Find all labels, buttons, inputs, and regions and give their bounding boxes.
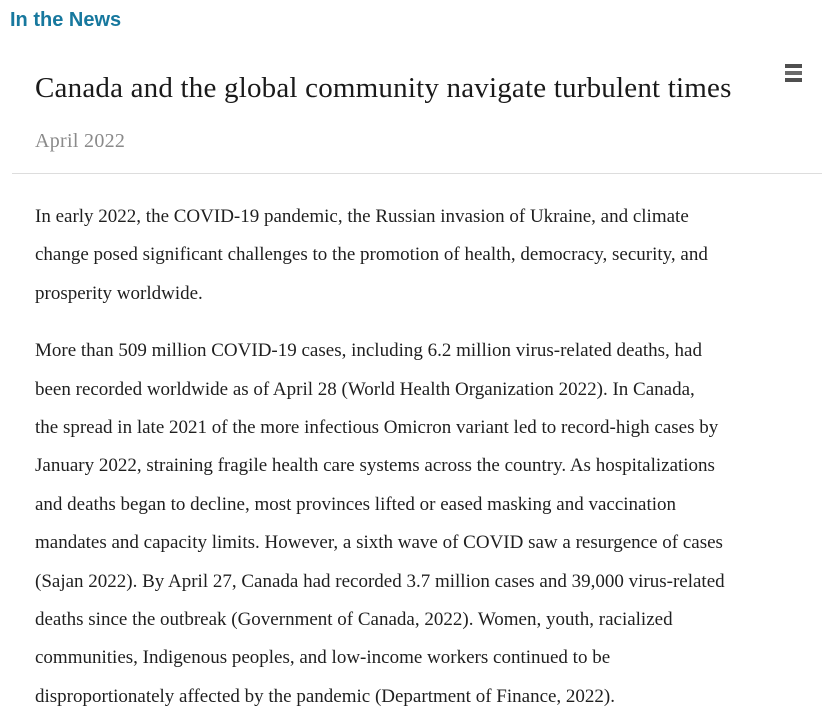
page-title: Canada and the global community navigate turbulent times: [35, 72, 732, 104]
text-line: the spread in late 2021 of the more infectious Omicron variant led to record-high cases by: [35, 417, 719, 439]
menu-button[interactable]: [785, 62, 804, 83]
hamburger-bar: [785, 78, 802, 82]
section-label[interactable]: In the News: [10, 9, 122, 31]
text-line: More than 509 million COVID-19 cases, including 6.2 million virus-related deaths, had: [35, 340, 702, 362]
text-line: (Sajan 2022). By April 27, Canada had recorded 3.7 million cases and 39,000 virus-related: [35, 570, 725, 592]
text-line: In early 2022, the COVID-19 pandemic, the Russian invasion of Ukraine, and climate: [35, 206, 689, 227]
text-line: mandates and capacity limits. However, a sixth wave of COVID saw a resurgence of cases: [35, 532, 723, 554]
text-line: January 2022, straining fragile health care systems across the country. As hospitalizations: [35, 455, 715, 477]
article-date: April 2022: [35, 130, 126, 152]
text-line: been recorded worldwide as of April 28 (World Health Organization 2022). In Canada,: [35, 378, 695, 400]
text-line: disproportionately affected by the pandemic (Department of Finance, 2022).: [35, 685, 616, 707]
paragraph-covid-stats: [35, 332, 725, 716]
text-line: change posed significant challenges to the promotion of health, democracy, security, and: [35, 244, 708, 266]
hamburger-bar: [785, 71, 802, 75]
text-line: deaths since the outbreak (Government of Canada, 2022). Women, youth, racialized: [35, 609, 673, 631]
divider: [12, 173, 822, 174]
text-line: prosperity worldwide.: [35, 282, 203, 304]
article-body: [35, 198, 725, 716]
hamburger-bar: [785, 64, 802, 68]
paragraph-intro: [35, 198, 725, 313]
text-line: and deaths began to decline, most provinces lifted or eased masking and vaccination: [35, 493, 677, 515]
text-line: communities, Indigenous peoples, and low-income workers continued to be: [35, 647, 611, 669]
